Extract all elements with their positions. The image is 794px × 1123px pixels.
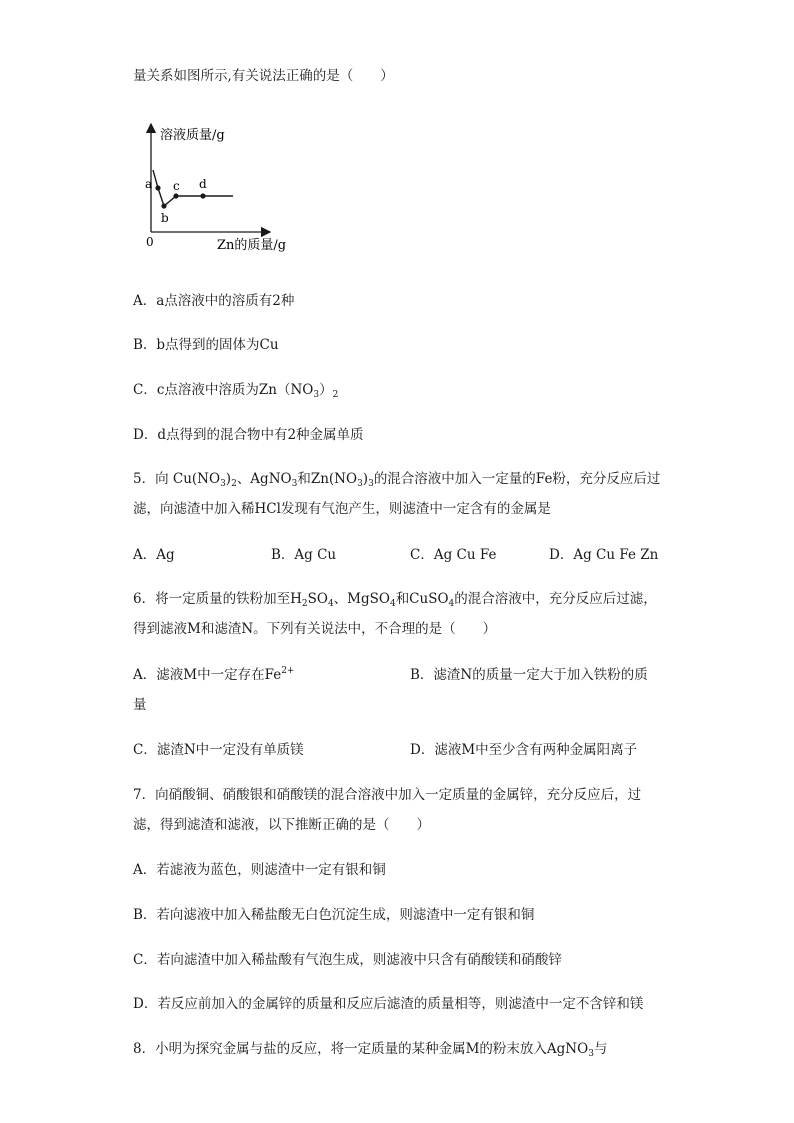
q6-stem-line1: 6．将一定质量的铁粉加至$H_2SO_4$、MgSO$_4$和CuSO$_4$的混合溶液中，充分反应后过滤，: [133, 591, 657, 609]
q7-option-d: D．若反应前加入的金属锌的质量和反应后滤渣的质量相等，则滤渣中一定不含锌和镁: [133, 996, 644, 1012]
mass-graph: [135, 118, 335, 258]
origin-label: 0: [146, 235, 154, 249]
y-axis-label: 溶液质量/g: [160, 128, 225, 143]
q6-option-d: D．滤液M中至少含有两种金属阳离子: [410, 742, 638, 758]
point-d: [200, 193, 205, 198]
q6-option-a: A．滤液M中一定存在$Fe^{2+}$: [133, 666, 295, 683]
q7-option-b: B．若向滤液中加入稀盐酸无白色沉淀生成，则滤渣中一定有银和铜: [133, 907, 535, 923]
curve: [153, 170, 233, 206]
label-b: b: [161, 211, 169, 225]
point-b: [161, 203, 166, 208]
q6-option-b-cont: 量: [133, 697, 147, 713]
q4-option-d: D．d点得到的混合物中有2种金属单质: [133, 427, 364, 443]
q4-option-a: A．a点溶液中的溶质有2种: [133, 293, 295, 309]
q5-stem-line2: 滤，向滤渣中加入稀HCl发现有气泡产生，则滤渣中一定含有的金属是: [133, 501, 551, 517]
q6-option-b: B．滤渣N的质量一定大于加入铁粉的质: [410, 667, 648, 683]
q4-option-c: C．c点溶液中溶质为$Zn(NO_3)_2$: [133, 382, 339, 400]
q5-option-a: A．Ag: [133, 547, 175, 563]
q7-stem-line1: 7．向硝酸铜、硝酸银和硝酸镁的混合溶液中加入一定质量的金属锌，充分反应后，过: [133, 787, 642, 803]
q6-stem-line2: 得到滤液M和滤渣N。下列有关说法中，不合理的是（ ）: [133, 621, 497, 637]
q7-option-a: A．若滤液为蓝色，则滤渣中一定有银和铜: [133, 862, 386, 878]
q7-stem-line2: 滤，得到滤渣和滤液，以下推断正确的是（ ）: [133, 817, 430, 833]
intro-line: 量关系如图所示,有关说法正确的是（ ）: [133, 68, 394, 84]
q5-stem-line1: 5．向 $Cu(NO_3)_2$、AgNO$_3$和$Zn(NO_3)_3$的混合溶液中加入一定量的Fe粉，充分反应后过: [133, 471, 661, 489]
q5-option-b: B．Ag Cu: [271, 547, 337, 563]
x-axis-label: Zn的质量/g: [217, 238, 287, 253]
label-c: c: [173, 179, 180, 193]
q7-option-c: C．若向滤渣中加入稀盐酸有气泡生成，则滤液中只含有硝酸镁和硝酸锌: [133, 952, 562, 968]
q5-option-c: C．Ag Cu Fe: [410, 547, 497, 563]
point-c: [173, 193, 178, 198]
q5-option-d: D．Ag Cu Fe Zn: [549, 547, 659, 563]
q6-option-c: C．滤渣N中一定没有单质镁: [133, 742, 304, 758]
label-a: a: [145, 177, 153, 191]
label-d: d: [199, 177, 207, 191]
q4-option-b: B．b点得到的固体为Cu: [133, 337, 279, 353]
q8-stem-line1: 8．小明为探究金属与盐的反应，将一定质量的某种金属M的粉末放入AgNO$_3$与: [133, 1041, 608, 1059]
point-a: [155, 185, 160, 190]
